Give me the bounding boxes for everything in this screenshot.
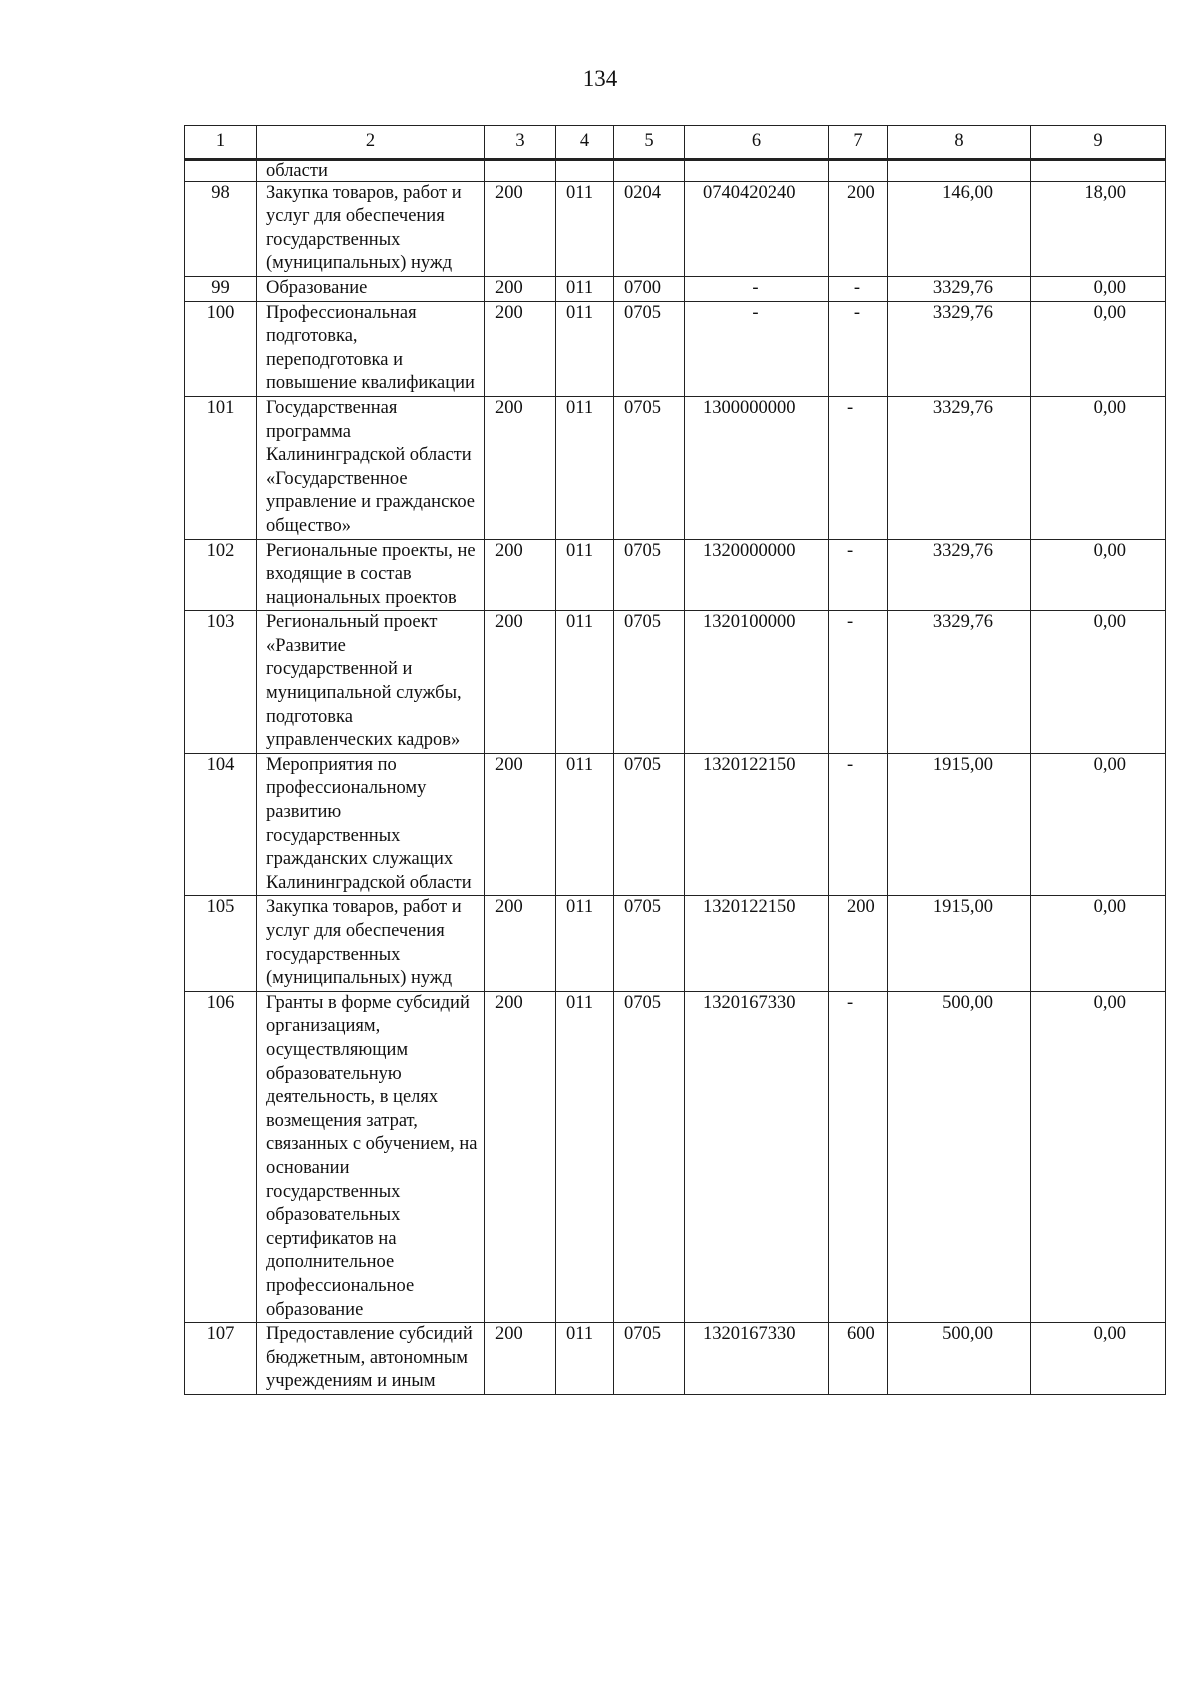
row-number: 104 xyxy=(185,753,257,896)
col-4-value: 011 xyxy=(556,991,614,1322)
col-4-value: 011 xyxy=(556,753,614,896)
row-name: Профессиональная подготовка, переподготовка и повышение квалификации xyxy=(257,301,485,396)
row-number: 103 xyxy=(185,611,257,754)
col-9-value: 0,00 xyxy=(1031,396,1166,539)
col-5-value: 0705 xyxy=(614,753,685,896)
budget-table xyxy=(184,125,1166,1395)
col-6-value: 1320122150 xyxy=(685,753,829,896)
col-3-value: 200 xyxy=(485,539,556,611)
col-8-value: 3329,76 xyxy=(888,301,1031,396)
col-6-value: 1320100000 xyxy=(685,611,829,754)
header-row xyxy=(185,126,1166,160)
row-name: Образование xyxy=(257,276,485,301)
col-9-value: 0,00 xyxy=(1031,896,1166,991)
table-row xyxy=(185,896,1166,991)
col-4-value: 011 xyxy=(556,181,614,276)
col-5-value: 0700 xyxy=(614,276,685,301)
table-row xyxy=(185,181,1166,276)
header-col-7: 7 xyxy=(829,126,888,160)
table-row xyxy=(185,539,1166,611)
col-4-value: 011 xyxy=(556,301,614,396)
col-5-value: 0705 xyxy=(614,301,685,396)
col-5-value: 0705 xyxy=(614,1323,685,1395)
header-col-3: 3 xyxy=(485,126,556,160)
header-col-2: 2 xyxy=(257,126,485,160)
table-row xyxy=(185,276,1166,301)
row-number: 101 xyxy=(185,396,257,539)
col-9-value: 0,00 xyxy=(1031,611,1166,754)
table-row xyxy=(185,396,1166,539)
col-8-value: 500,00 xyxy=(888,991,1031,1322)
col-9-value: 0,00 xyxy=(1031,753,1166,896)
table-row xyxy=(185,1323,1166,1395)
col-6-value: 1320122150 xyxy=(685,896,829,991)
col-8-value: 146,00 xyxy=(888,181,1031,276)
col-3-value: 200 xyxy=(485,181,556,276)
row-number: 98 xyxy=(185,181,257,276)
row-name: Мероприятия по профессиональному развитию государственных гражданских служащих Калининградской области xyxy=(257,753,485,896)
col-8-value: 3329,76 xyxy=(888,396,1031,539)
col-8-value: 1915,00 xyxy=(888,896,1031,991)
col-9-value: 0,00 xyxy=(1031,1323,1166,1395)
continuation-row xyxy=(185,159,1166,181)
header-col-5: 5 xyxy=(614,126,685,160)
row-name: Региональные проекты, не входящие в состав национальных проектов xyxy=(257,539,485,611)
col-8-value: 3329,76 xyxy=(888,611,1031,754)
header-col-9: 9 xyxy=(1031,126,1166,160)
col-3-value: 200 xyxy=(485,991,556,1322)
col-5-value: 0705 xyxy=(614,396,685,539)
col-9-value: 18,00 xyxy=(1031,181,1166,276)
col-7-value: 600 xyxy=(829,1323,888,1395)
col-8-value: 500,00 xyxy=(888,1323,1031,1395)
col-5-value: 0204 xyxy=(614,181,685,276)
row-name: Региональный проект «Развитие государственной и муниципальной службы, подготовка управленческих кадров» xyxy=(257,611,485,754)
col-5-value: 0705 xyxy=(614,896,685,991)
col-3-value: 200 xyxy=(485,396,556,539)
header-col-4: 4 xyxy=(556,126,614,160)
row-number: 105 xyxy=(185,896,257,991)
table-row xyxy=(185,753,1166,896)
col-7-value: - xyxy=(829,539,888,611)
row-name: Государственная программа Калининградской области «Государственное управление и гражданское общество» xyxy=(257,396,485,539)
header-col-1: 1 xyxy=(185,126,257,160)
col-4-value: 011 xyxy=(556,896,614,991)
row-number: 107 xyxy=(185,1323,257,1395)
header-col-8: 8 xyxy=(888,126,1031,160)
row-number: 106 xyxy=(185,991,257,1322)
col-7-value: - xyxy=(829,991,888,1322)
col-6-value: - xyxy=(685,301,829,396)
col-6-value: 0740420240 xyxy=(685,181,829,276)
row-name: Закупка товаров, работ и услуг для обеспечения государственных (муниципальных) нужд xyxy=(257,181,485,276)
col-7-value: - xyxy=(829,396,888,539)
continuation-text: области xyxy=(257,159,485,181)
col-4-value: 011 xyxy=(556,539,614,611)
col-6-value: - xyxy=(685,276,829,301)
row-number: 102 xyxy=(185,539,257,611)
col-5-value: 0705 xyxy=(614,611,685,754)
col-7-value: - xyxy=(829,611,888,754)
col-7-value: - xyxy=(829,753,888,896)
col-5-value: 0705 xyxy=(614,539,685,611)
row-number: 100 xyxy=(185,301,257,396)
row-name: Предоставление субсидий бюджетным, автономным учреждениям и иным xyxy=(257,1323,485,1395)
table-row xyxy=(185,301,1166,396)
col-3-value: 200 xyxy=(485,896,556,991)
col-6-value: 1320167330 xyxy=(685,1323,829,1395)
col-6-value: 1320000000 xyxy=(685,539,829,611)
col-4-value: 011 xyxy=(556,1323,614,1395)
row-name: Гранты в форме субсидий организациям, осуществляющим образовательную деятельность, в целях возмещения затрат, связанных с обучением, на основании государственных образовательных сертификатов на дополнительное профессиональное образование xyxy=(257,991,485,1322)
header-col-6: 6 xyxy=(685,126,829,160)
col-8-value: 3329,76 xyxy=(888,539,1031,611)
col-3-value: 200 xyxy=(485,1323,556,1395)
col-7-value: - xyxy=(829,276,888,301)
col-8-value: 3329,76 xyxy=(888,276,1031,301)
col-9-value: 0,00 xyxy=(1031,276,1166,301)
col-4-value: 011 xyxy=(556,276,614,301)
col-8-value: 1915,00 xyxy=(888,753,1031,896)
col-4-value: 011 xyxy=(556,611,614,754)
table-row xyxy=(185,991,1166,1322)
row-name: Закупка товаров, работ и услуг для обеспечения государственных (муниципальных) нужд xyxy=(257,896,485,991)
col-4-value: 011 xyxy=(556,396,614,539)
col-3-value: 200 xyxy=(485,611,556,754)
col-5-value: 0705 xyxy=(614,991,685,1322)
col-3-value: 200 xyxy=(485,301,556,396)
col-6-value: 1300000000 xyxy=(685,396,829,539)
row-number: 99 xyxy=(185,276,257,301)
col-7-value: 200 xyxy=(829,181,888,276)
col-9-value: 0,00 xyxy=(1031,301,1166,396)
col-3-value: 200 xyxy=(485,276,556,301)
col-3-value: 200 xyxy=(485,753,556,896)
col-9-value: 0,00 xyxy=(1031,539,1166,611)
col-7-value: 200 xyxy=(829,896,888,991)
table-row xyxy=(185,611,1166,754)
col-7-value: - xyxy=(829,301,888,396)
col-6-value: 1320167330 xyxy=(685,991,829,1322)
col-9-value: 0,00 xyxy=(1031,991,1166,1322)
page-number: 134 xyxy=(582,66,618,91)
